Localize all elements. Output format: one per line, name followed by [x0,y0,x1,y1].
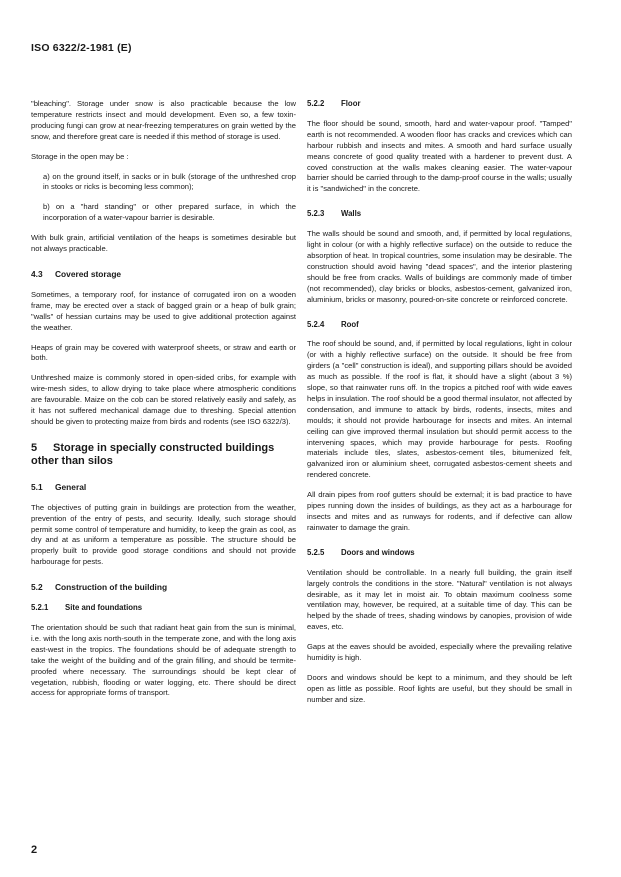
section-number: 5.2.5 [307,547,325,557]
section-title: Doors and windows [341,547,415,557]
section-heading-5-1 [31,482,296,493]
section-title: Roof [341,319,359,329]
section-number: 5.2.1 [31,603,49,613]
section-title: General [55,481,87,492]
section-heading-4-3 [31,269,296,280]
page-number: 2 [31,844,38,856]
section-number: 5.2.4 [307,319,325,329]
paragraph: Sometimes, a temporary roof, for instance of corrugated iron on a wooden frame, may be erected over a stack of bagged grain or a heap of bulk grain; "walls" of hessian curtains may be used to give additional protection against the weather. [31,289,296,332]
section-number: 5.2.2 [307,99,325,108]
paragraph: Storage in the open may be : [31,151,129,161]
paragraph: Doors and windows should be kept to a minimum, and they should be left open as little as possible. Roof lights are useful, but they should be small in number and size. [307,672,572,704]
list-item: b) on a "hard standing" or other prepared surface, in which the incorporation of a water-vapour barrier is desirable. [43,202,296,223]
paragraph: All drain pipes from roof gutters should be external; it is bad practice to have pipes running down the insides of buildings, as they act as a harbourage for insects and mites and as runways for rodents, and if defective can allow rainwater to damage the grain. [307,490,572,532]
paragraph: "bleaching". Storage under snow is also practicable because the low temperature restricts insect and mould development. Even so, a few toxin-producing fungi can grow at near-freezing temperatures on grain wetted by the snow, and therefore great care is needed if this method of storage is used. [31,99,296,141]
section-number: 4.3 [31,268,43,279]
paragraph: The roof should be sound, and, if permitted by local regulations, light in colour (or with a highly reflective surface) on the outside. It should be free from girders (a "cell" construction is ideal), and supporting pillars should be avoided as much as possible. If the roof is flat, it should have a slight (about 3 %) slope, so that rainwater runs off. In the tropics a pitched roof with wide eaves helps in insulation. The roof should be a good thermal insulator, not affected by condensation, and immune to attack by birds, rodents, insects, mites and moulds; it should not provide harbourage for insects and mites. An internal ceiling can give improved thermal insulation but should permit access to the intervening spaces, which may provide harbourage for pests. Roofing materials include tiles, slates, asbestos-cement tiles, bitumenized felt, galvanized iron or aluminium sheet, corrugated asbestos-cement sheets and rendered concrete. [307,339,572,480]
section-title: Covered storage [55,268,122,279]
paragraph: Heaps of grain may be covered with waterproof sheets, or straw and earth or both. [31,342,296,363]
paragraph: The orientation should be such that radiant heat gain from the sun is minimal, i.e. with the long axis north-south in the temperate zone, and with the long axis east-west in the tropics. The foundations should be of adequate strength to take the weight of the building and of the grain filling, and should be termite-proofed where necessary. The surroundings should be kept clear of vegetation, rubbish, flooding or water logging, etc. There should be direct access for appropriate forms of transport. [31,623,296,698]
paragraph: Gaps at the eaves should be avoided, especially where the prevailing relative humidity is high. [307,642,572,663]
document-header: ISO 6322/2-1981 (E) [31,42,132,54]
section-number: 5 [31,441,38,454]
section-heading-5-2 [31,582,296,593]
left-column [31,99,296,708]
section-title: Construction of the building [55,582,168,593]
paragraph: The walls should be sound and smooth, and, if permitted by local regulations, light in colour (or with a highly reflective surface) on the outside to reduce the absorption of heat. In tropical countries, some insulation may be desirable. The construction should avoid having "dead spaces", and the interior plastering should be free from cracks. Walls of buildings are commonly made of timber (not recommended), clay bricks or blocks, asbestos-cement, galvanized iron, aluminium, bricks or masonry, poured-on-site concrete or reinforced concrete. [307,229,572,304]
section-title: Site and foundations [65,603,143,613]
paragraph: Ventilation should be controllable. In a nearly full building, the grain itself largely controls the conditions in the store. "Natural" ventilation is not always desirable, as it may let in moist air. To obtain maximum coolness some ventilation may, however, be required, at a suitable time of day. This can be helped by the shade of trees, shading windows by canopies, provision of wide eaves, etc. [307,567,572,632]
section-number: 5.2.3 [307,209,325,219]
section-heading-5-2-3 [307,209,572,220]
section-heading-5-2-5 [307,548,572,559]
paragraph: With bulk grain, artificial ventilation of the heaps is sometimes desirable but not always practicable. [31,233,296,254]
right-column [307,99,572,715]
section-heading-5-2-1 [31,603,296,614]
section-title: Floor [341,99,361,108]
section-heading-5-2-2 [307,99,572,110]
section-number: 5.2 [31,582,43,593]
paragraph: The objectives of putting grain in buildings are protection from the weather, prevention of the entry of pests, and security. Ideally, such storage should permit some control of temperature and humidity, to keep the grain as cool, as dry and at as uniform a temperature as possible. The structure should be properly built to provide good storage conditions and should not provide harbourage for pests. [31,502,296,567]
section-heading-5 [31,442,296,468]
section-number: 5.1 [31,481,43,492]
paragraph: Unthreshed maize is commonly stored in open-sided cribs, for example with wire-mesh sides, to allow drying to take place where atmospheric conditions are favourable. Maize on the cob can be stored relatively easily and safely, as it has not suffered mechanical damage due to threshing. Special attention should be given to protecting maize from birds and rodents (see ISO 6322/3). [31,373,296,426]
section-title: Walls [341,209,362,219]
section-title: Storage in specially constructed buildings other than silos [31,441,275,467]
section-heading-5-2-4 [307,320,572,331]
list-item: a) on the ground itself, in sacks or in bulk (storage of the unthreshed crop in stooks or ricks is becoming less common); [43,171,296,192]
paragraph: The floor should be sound, smooth, hard and water-vapour proof. "Tamped" earth is not recommended. A wooden floor has cracks and crevices which can harbour rubbish and insects and mites. A smooth and hard surface usually means concrete of good quality treated with a hardener to prevent dust. A coved construction at the walls makes cleaning easier. The water-vapour barrier should be carried through to the damp-proof course in the walls; usually it is "sandwiched" in the concrete. [307,118,572,194]
